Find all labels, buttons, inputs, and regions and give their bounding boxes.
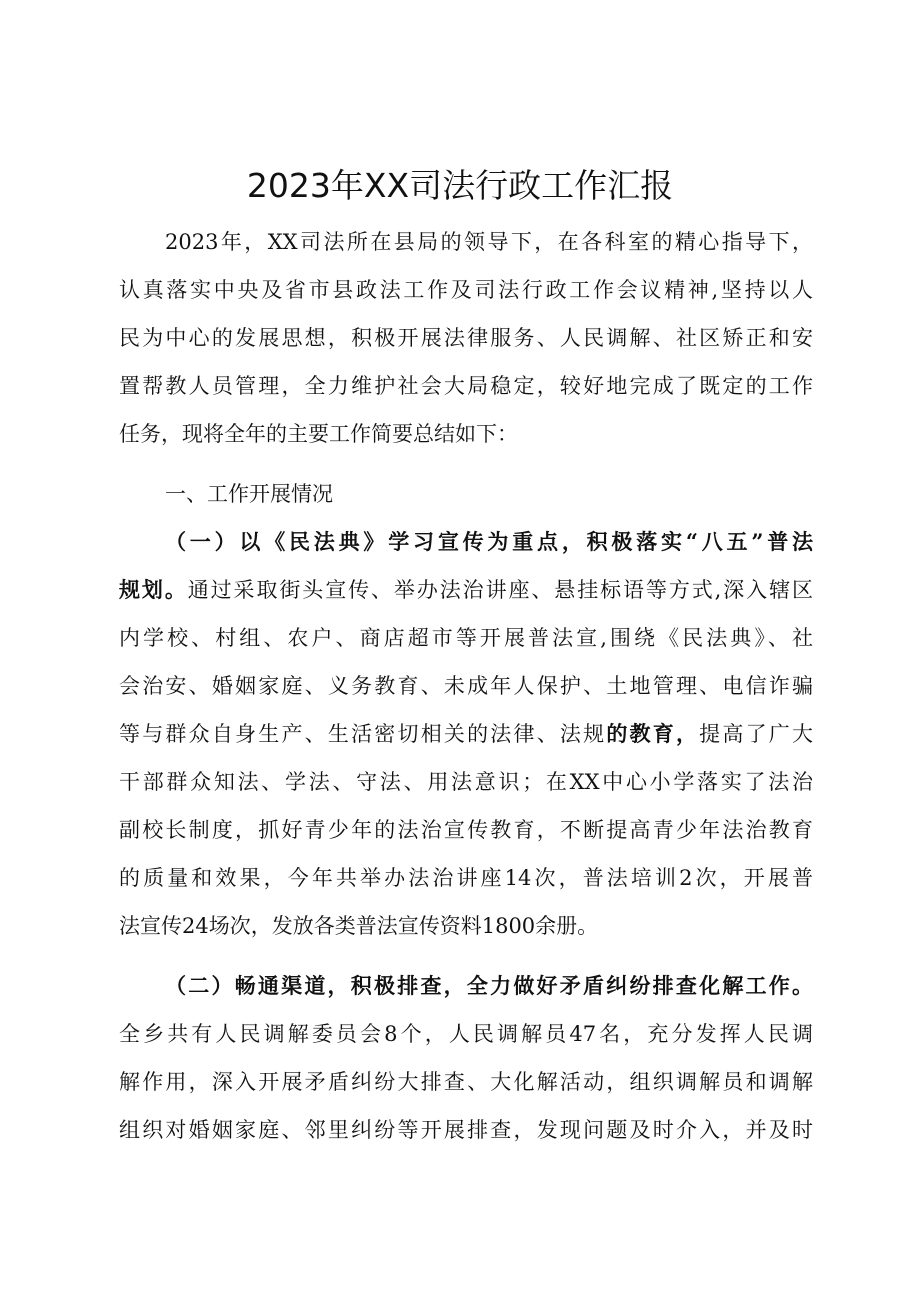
- intro-line: 2023年，XX司法所在县局的领导下，在各科室的精心指导下，: [165, 230, 813, 254]
- intro-line: 任务，现将全年的主要工作简要总结如下：: [119, 422, 518, 446]
- subsection-heading-line: [119, 518, 813, 566]
- subsection-title-bold: （一）以《民法典》学习宣传为重点，积极落实“八五”普法: [165, 529, 813, 554]
- paragraph-line: 组织对婚姻家庭、邻里纠纷等开展排查，发现问题及时介入，并及时: [119, 1118, 813, 1142]
- document-body: [119, 218, 813, 1154]
- paragraph-text: 等与群众自身生产、生活密切相关的法律、法规: [119, 722, 607, 746]
- subsection-title-bold: （二）畅通渠道，积极排查，全力做好矛盾纠纷排查化解工作。: [165, 973, 813, 998]
- paragraph-line: [119, 566, 813, 614]
- paragraph-line: 的质量和效果，今年共举办法治讲座14次，普法培训2次，开展普: [119, 866, 813, 890]
- document-title: 2023年XX司法行政工作汇报: [246, 166, 674, 205]
- paragraph-line: 解作用，深入开展矛盾纠纷大排查、大化解活动，组织调解员和调解: [119, 1070, 813, 1094]
- paragraph-line: [119, 710, 813, 758]
- paragraph-line: 内学校、村组、农户、商店超市等开展普法宣,围绕《民法典》、社: [119, 626, 813, 650]
- intro-line: 认真落实中央及省市县政法工作及司法行政工作会议精神,坚持以人: [119, 278, 813, 302]
- paragraph-text: 通过采取街头宣传、举办法治讲座、悬挂标语等方式,深入辖区: [187, 578, 813, 602]
- subsection-heading-line: [119, 962, 813, 1010]
- section-heading: 一、工作开展情况: [165, 482, 333, 506]
- intro-line: 民为中心的发展思想，积极开展法律服务、人民调解、社区矫正和安: [119, 326, 813, 350]
- paragraph-text: 提高了广大: [699, 722, 813, 746]
- intro-line: 置帮教人员管理，全力维护社会大局稳定，较好地完成了既定的工作: [119, 374, 813, 398]
- paragraph-line: 副校长制度，抓好青少年的法治宣传教育，不断提高青少年法治教育: [119, 818, 813, 842]
- paragraph-line: 会治安、婚姻家庭、义务教育、未成年人保护、土地管理、电信诈骗: [119, 674, 813, 698]
- paragraph-line: 法宣传24场次，发放各类普法宣传资料1800余册。: [119, 914, 599, 938]
- bold-phrase: 的教育，: [606, 721, 700, 746]
- paragraph-line: 全乡共有人民调解委员会8个，人民调解员47名，充分发挥人民调: [119, 1022, 813, 1046]
- subsection-title-bold: 规划。: [119, 577, 188, 602]
- paragraph-line: 干部群众知法、学法、守法、用法意识；在XX中心小学落实了法治: [119, 770, 813, 794]
